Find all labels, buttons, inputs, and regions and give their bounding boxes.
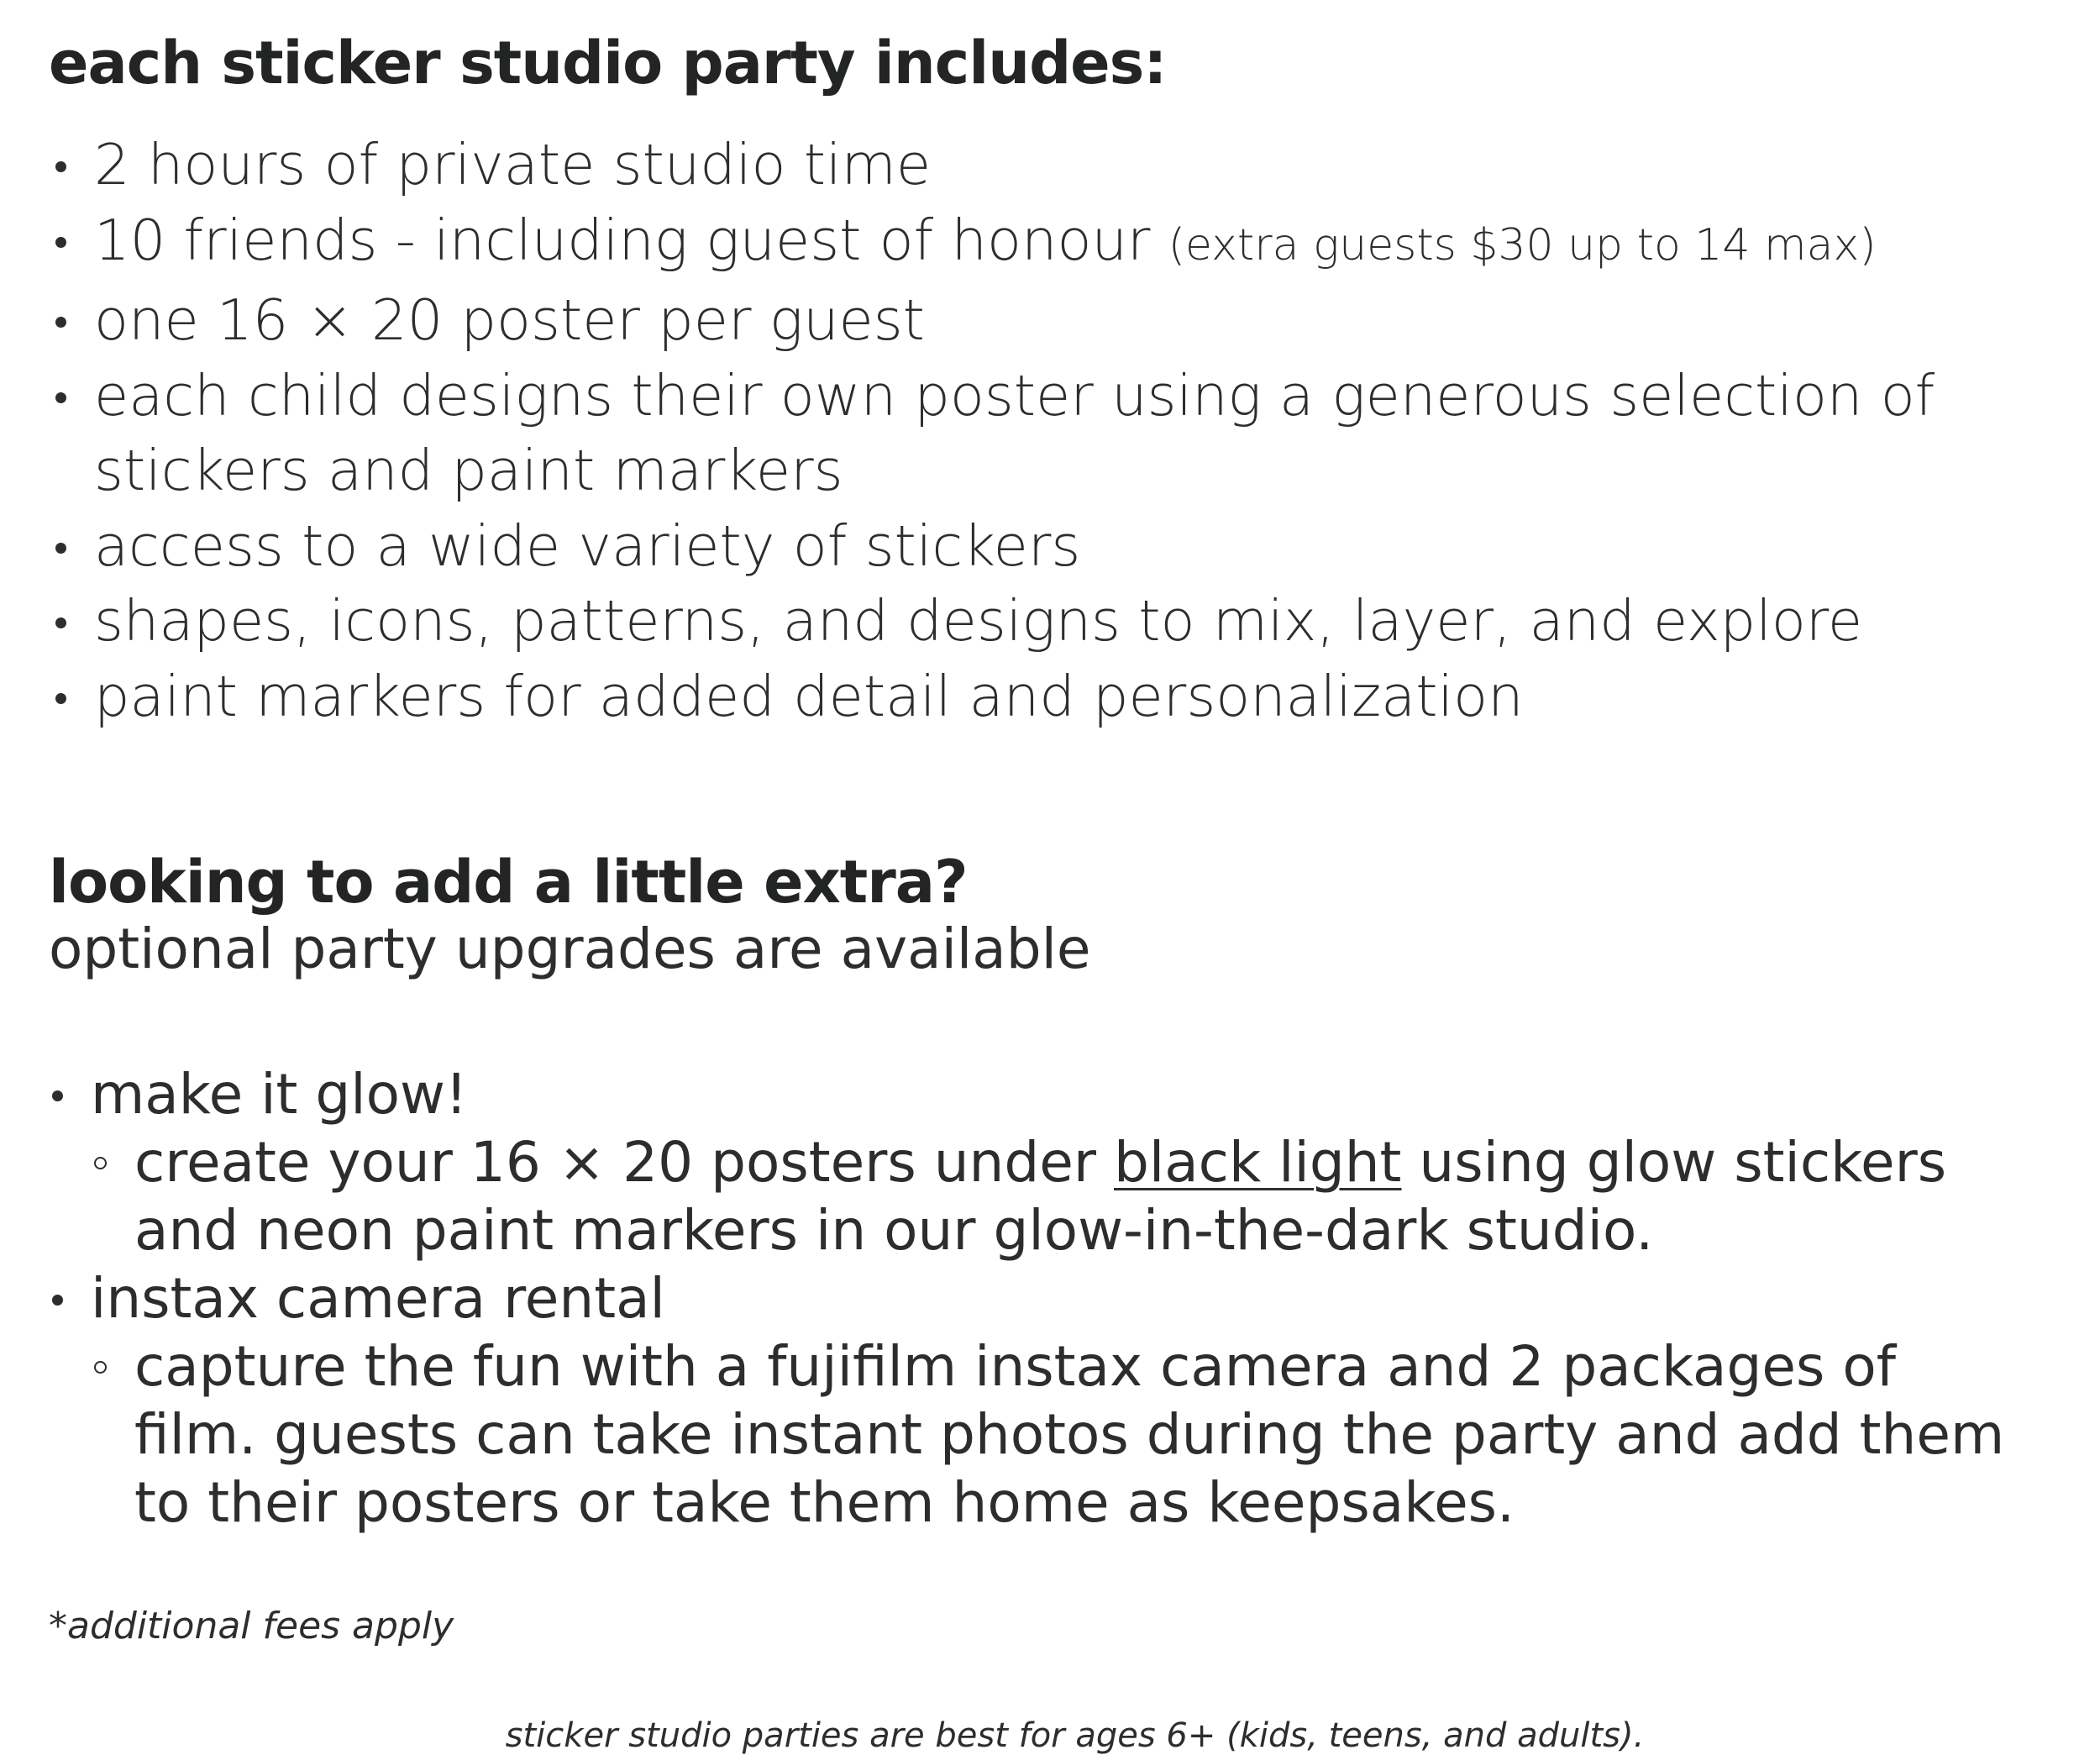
upgrade-detail bbox=[134, 1128, 2023, 1264]
fees-note: *additional fees apply bbox=[49, 1605, 454, 1647]
list-item-text: access to a wide variety of stickers bbox=[94, 512, 1081, 579]
upgrade-detail bbox=[134, 1332, 2023, 1537]
list-item-text: paint markers for added detail and personalization bbox=[94, 663, 1524, 729]
detail-text: create your 16 × 20 posters under bbox=[134, 1130, 1114, 1195]
upgrade-item-glow bbox=[91, 1060, 2023, 1264]
age-note: sticker studio parties are best for ages 6+ (kids, teens, and adults). bbox=[505, 1716, 1645, 1755]
upgrades-intro: optional party upgrades are available bbox=[49, 917, 1091, 981]
upgrade-item-instax bbox=[91, 1264, 2023, 1537]
list-item-text: 2 hours of private studio time bbox=[94, 132, 932, 197]
list-item-text: shapes, icons, patterns, and designs to mix, layer, and explore bbox=[94, 588, 1863, 654]
list-item-text: 10 friends - including guest of honour bbox=[94, 207, 1168, 273]
upgrade-detail-list bbox=[91, 1128, 2023, 1264]
list-item bbox=[94, 359, 2060, 509]
upgrade-detail-list bbox=[91, 1332, 2023, 1537]
list-item bbox=[94, 509, 2060, 585]
detail-text: using glow stickers and neon paint markers in our glow-in-the-dark studio. bbox=[134, 1130, 1947, 1263]
list-item bbox=[94, 283, 2060, 359]
detail-text: capture the fun with a fujifilm instax camera and 2 packages of film. guests can take instant photos during the party and add them to their posters or take them home as keepsakes. bbox=[134, 1334, 2005, 1535]
list-item bbox=[94, 659, 2060, 735]
list-item-text: each child designs their own poster using a generous selection of stickers and paint markers bbox=[94, 362, 1935, 503]
includes-list bbox=[49, 128, 2060, 734]
list-item bbox=[94, 203, 2060, 284]
extra-guests-note: (extra guests $30 up to 14 max) bbox=[1168, 219, 1877, 271]
black-light-link[interactable]: black light bbox=[1114, 1130, 1402, 1195]
upgrade-title: instax camera rental bbox=[91, 1266, 665, 1331]
upgrade-title: make it glow! bbox=[91, 1062, 468, 1127]
upgrades-heading: looking to add a little extra? bbox=[49, 848, 968, 917]
includes-heading: each sticker studio party includes: bbox=[49, 29, 1167, 97]
list-item-text: one 16 × 20 poster per guest bbox=[94, 287, 925, 353]
list-item bbox=[94, 128, 2060, 203]
list-item bbox=[94, 584, 2060, 659]
upgrades-list bbox=[49, 1060, 2023, 1537]
